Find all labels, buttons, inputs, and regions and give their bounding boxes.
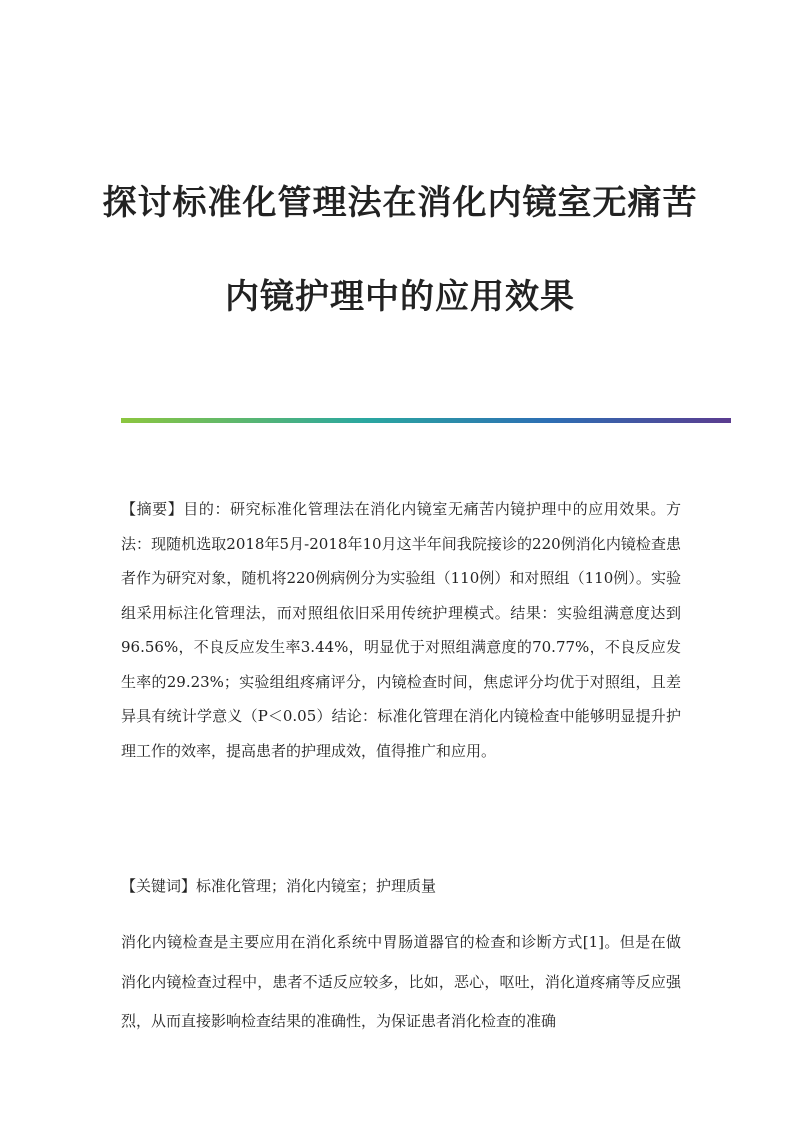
- abstract-text: 目的：研究标准化管理法在消化内镜室无痛苦内镜护理中的应用效果。方法：现随机选取2018年5月-2018年10月这半年间我院接诊的220例消化内镜检查患者作为研究对象，随机将220例病例分为实验组（110例）和对照组（110例）。实验组采用标注化管理法，而对照组依旧采用传统护理模式。结果：实验组满意度达到96.56%，不良反应发生率3.44%，明显优于对照组满意度的70.77%，不良反应发生率的29.23%；实验组组疼痛评分，内镜检查时间，焦虑评分均优于对照组，且差异具有统计学意义（P＜0.05）结论：标准化管理在消化内镜检查中能够明显提升护理工作的效率，提高患者的护理成效，值得推广和应用。: [121, 500, 681, 760]
- gradient-divider: [121, 418, 731, 423]
- keywords-paragraph: [121, 873, 681, 899]
- keywords-text: 标准化管理；消化内镜室；护理质量: [196, 877, 437, 895]
- keywords-label: 【关键词】: [121, 877, 197, 895]
- title-line-2: 内镜护理中的应用效果: [225, 277, 575, 317]
- abstract-paragraph: [121, 492, 681, 768]
- document-title: [60, 178, 740, 322]
- intro-paragraph: 消化内镜检查是主要应用在消化系统中胃肠道器官的检查和诊断方式[1]。但是在做消化内镜检查过程中，患者不适反应较多，比如，恶心，呕吐，消化道疼痛等反应强烈，从而直接影响检查结果的准确性，为保证患者消化检查的准确: [121, 933, 681, 1030]
- abstract-label: 【摘要】: [121, 500, 184, 518]
- title-line-1: 探讨标准化管理法在消化内镜室无痛苦: [102, 183, 698, 223]
